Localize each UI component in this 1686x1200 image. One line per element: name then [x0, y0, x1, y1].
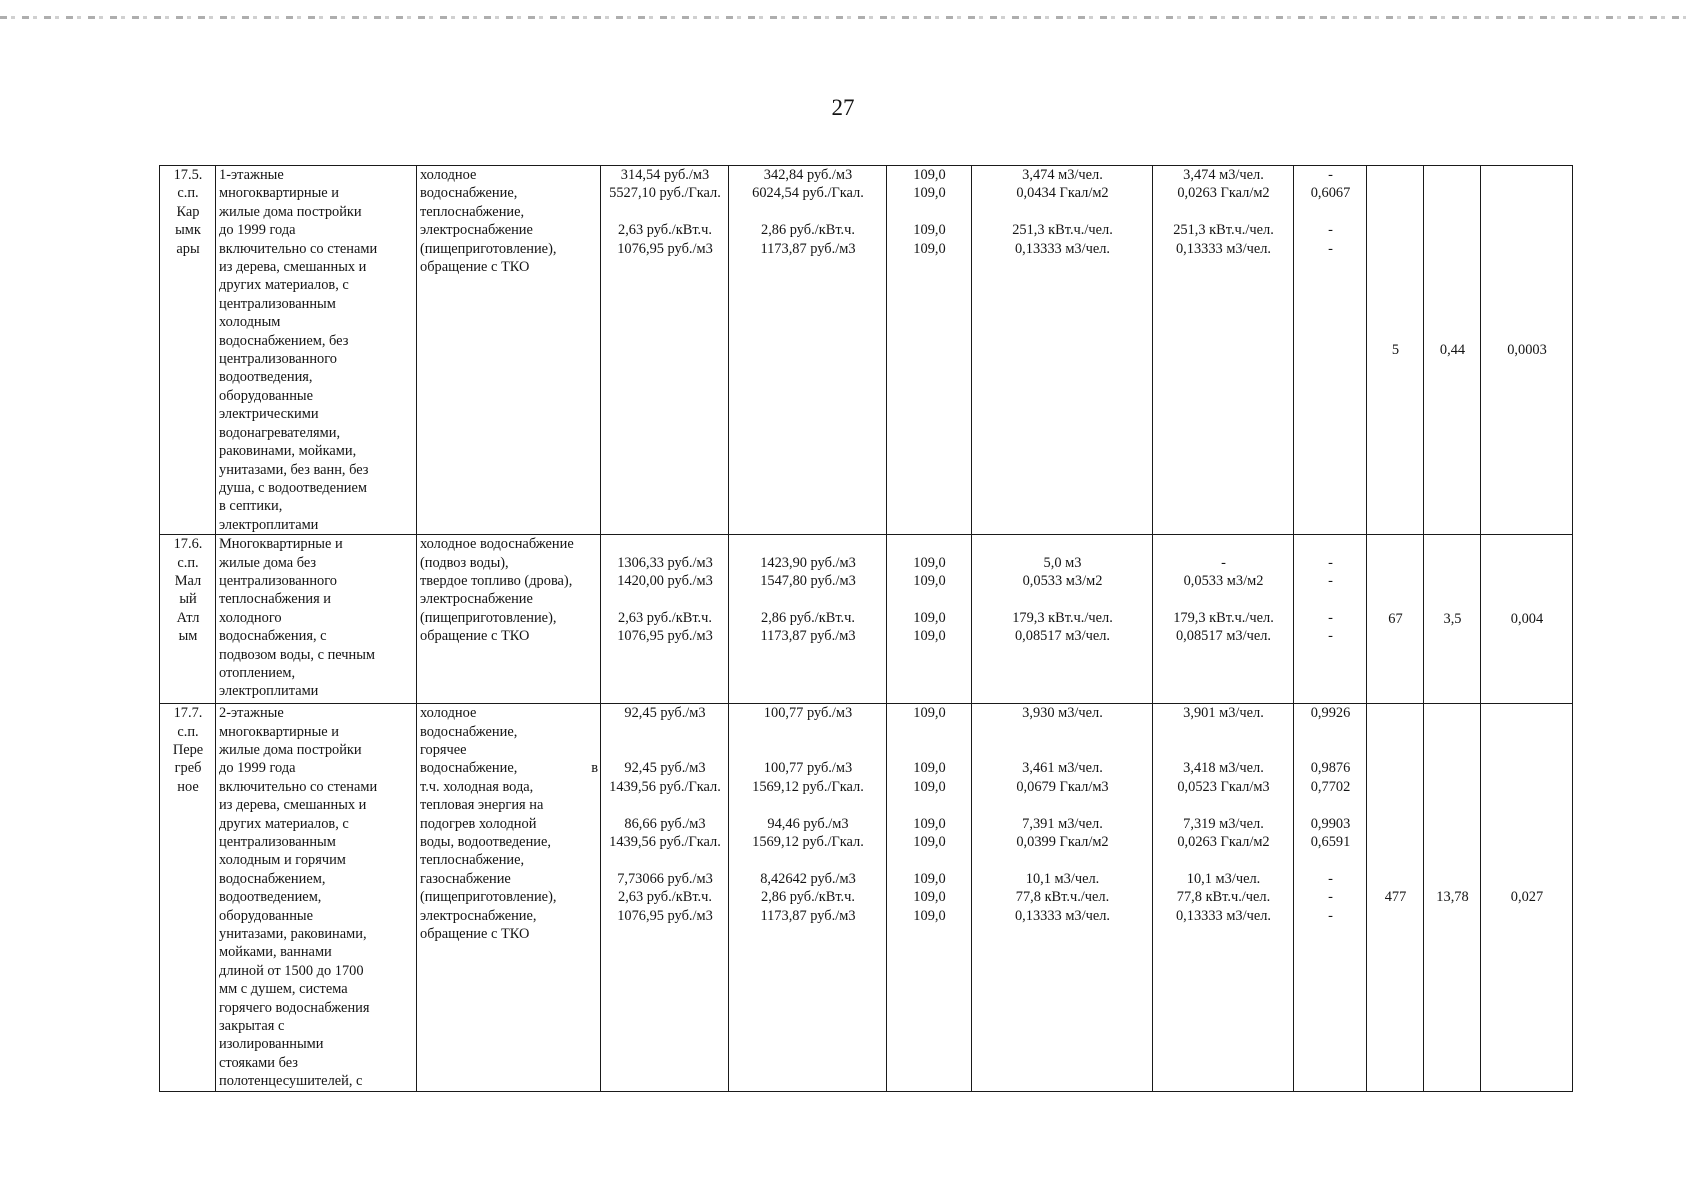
cell-line: других материалов, с — [219, 815, 349, 832]
cell-line: водоотведением, — [219, 889, 322, 906]
table-row — [160, 704, 1573, 1092]
cell-line: 1173,87 руб./м3 — [760, 240, 856, 257]
cell-line: централизованного — [219, 572, 337, 589]
cell-line: холодным и горячим — [219, 852, 346, 869]
cell-line: - — [1328, 907, 1333, 924]
cell-line: централизованным — [219, 833, 336, 850]
cell-line: (пищеприготовление), — [420, 609, 557, 626]
description-cell — [216, 535, 417, 704]
cell-line: из дерева, смешанных и — [219, 259, 367, 276]
cell-line: Кар — [176, 203, 200, 220]
cell-line: 0,9926 — [1310, 705, 1351, 722]
cell-line: 77,8 кВт.ч./чел. — [1176, 889, 1271, 906]
cell-line: 3,461 м3/чел. — [1022, 760, 1103, 777]
cell-line: Атл — [176, 609, 200, 626]
cell-line: других материалов, с — [219, 277, 349, 294]
cell-line: подогрев холодной — [420, 815, 537, 832]
cell-line: 0,13333 м3/чел. — [1175, 907, 1272, 924]
cell-line: 100,77 руб./м3 — [763, 705, 853, 722]
coefficient-cell — [1294, 535, 1367, 704]
cell-line: 7,73066 руб./м3 — [617, 870, 713, 887]
cell-line: водоотведения, — [219, 369, 313, 386]
cell-line: ый — [179, 591, 197, 608]
value-2-cell: 13,78 — [1424, 704, 1481, 1092]
row-number-cell — [160, 535, 216, 704]
cell-line: холодным — [219, 314, 281, 331]
cell-line: 3,901 м3/чел. — [1183, 705, 1264, 722]
cell-line: (пищеприготовление), — [420, 240, 557, 257]
cell-line: 0,08517 м3/чел. — [1175, 628, 1272, 645]
cell-line: в септики, — [219, 498, 283, 515]
table-row — [160, 166, 1573, 535]
cell-line: жилые дома без — [219, 554, 317, 571]
cell-line: 6024,54 руб./Гкал. — [752, 185, 864, 202]
cell-line: 0,7702 — [1310, 778, 1351, 795]
cell-line: - — [1221, 554, 1226, 571]
cell-line: полотенцесушителей, с — [219, 1073, 363, 1090]
cell-line: обращение с ТКО — [420, 259, 530, 276]
cell-line: 109,0 — [913, 222, 946, 239]
cell-line: теплоснабжение, — [420, 203, 525, 220]
cell-line: электроснабжение — [420, 591, 533, 608]
cell-line: оборудованные — [219, 907, 313, 924]
cell-line: 1-этажные — [219, 167, 284, 183]
cell-line: 10,1 м3/чел. — [1186, 870, 1261, 887]
cell-line: - — [1328, 240, 1333, 257]
table-row — [160, 535, 1573, 704]
description-cell — [216, 166, 417, 535]
cell-line: включительно со стенами — [219, 778, 378, 795]
cell-line: 109,0 — [913, 185, 946, 202]
coefficient-cell — [1294, 166, 1367, 535]
cell-line: 17.6. — [173, 536, 203, 553]
cell-line: 0,0399 Гкал/м2 — [1016, 833, 1109, 850]
index-cell — [887, 535, 972, 704]
cell-line: душа, с водоотведением — [219, 479, 367, 496]
cell-line: теплоснабжение, — [420, 852, 525, 869]
page-number: 27 — [831, 95, 855, 120]
cell-line: с.п. — [177, 185, 199, 202]
cell-line: унитазами, без ванн, без — [219, 461, 369, 478]
cell-line: 1076,95 руб./м3 — [617, 628, 713, 645]
cell-line: водоснабжения, с — [219, 628, 327, 645]
cell-line: 1306,33 руб./м3 — [617, 554, 713, 571]
cell-line: 92,45 руб./м3 — [624, 760, 706, 777]
cell-line: 109,0 — [913, 870, 946, 887]
cell-line: стояками без — [219, 1054, 298, 1071]
cell-line: 2,86 руб./кВт.ч. — [761, 222, 855, 239]
cell-line: 1439,56 руб./Гкал. — [609, 778, 721, 795]
cell-line: водоснабжение, — [420, 185, 518, 202]
cell-line: 109,0 — [913, 628, 946, 645]
cell-line: водоснабжение, в — [420, 760, 598, 777]
cell-line: 0,0263 Гкал/м2 — [1177, 185, 1270, 202]
services-cell — [417, 535, 601, 704]
cell-line: 2-этажные — [219, 705, 284, 722]
cell-line: 0,13333 м3/чел. — [1175, 240, 1272, 257]
cell-line: из дерева, смешанных и — [219, 797, 367, 814]
cell-line: многоквартирные и — [219, 723, 339, 740]
cell-line: газоснабжение — [420, 870, 511, 887]
tariff-current-cell — [601, 535, 729, 704]
services-cell — [417, 704, 601, 1092]
cell-line: 109,0 — [913, 609, 946, 626]
value-3-cell: 0,004 — [1481, 535, 1573, 704]
cell-line: - — [1328, 554, 1333, 571]
tariff-new-cell — [729, 704, 887, 1092]
row-number-cell — [160, 704, 216, 1092]
cell-line: обращение с ТКО — [420, 628, 530, 645]
cell-line: 2,63 руб./кВт.ч. — [618, 609, 712, 626]
coefficient-cell — [1294, 704, 1367, 1092]
norm-new-cell — [1153, 704, 1294, 1092]
cell-line: 17.5. — [173, 167, 203, 183]
cell-line: 0,0523 Гкал/м3 — [1177, 778, 1270, 795]
cell-line: многоквартирные и — [219, 185, 339, 202]
cell-line: водоснабжением, — [219, 870, 326, 887]
services-cell — [417, 166, 601, 535]
cell-line: водоснабжение, — [420, 723, 518, 740]
value-3-cell: 0,027 — [1481, 704, 1573, 1092]
tariff-current-cell — [601, 704, 729, 1092]
scan-edge-line — [0, 16, 1686, 19]
cell-line: закрытая с — [219, 1018, 285, 1035]
cell-line: ымк — [175, 222, 201, 239]
cell-line: 10,1 м3/чел. — [1025, 870, 1100, 887]
cell-line: 1076,95 руб./м3 — [617, 240, 713, 257]
cell-line: 179,3 кВт.ч./чел. — [1173, 609, 1274, 626]
index-cell — [887, 166, 972, 535]
cell-line: 251,3 кВт.ч./чел. — [1012, 222, 1113, 239]
cell-line: греб — [174, 760, 202, 777]
cell-line: 0,0533 м3/м2 — [1022, 572, 1103, 589]
cell-line: 109,0 — [913, 907, 946, 924]
cell-line: 1420,00 руб./м3 — [617, 572, 713, 589]
cell-line: твердое топливо (дрова), — [420, 572, 573, 589]
cell-line: 3,930 м3/чел. — [1022, 705, 1103, 722]
cell-line: обращение с ТКО — [420, 926, 530, 942]
cell-line: мойками, ваннами — [219, 944, 332, 961]
value-1-cell: 477 — [1367, 704, 1424, 1092]
cell-line: до 1999 года — [219, 760, 296, 777]
cell-line: 0,9876 — [1310, 760, 1351, 777]
cell-line: 92,45 руб./м3 — [624, 705, 706, 722]
cell-line: 2,63 руб./кВт.ч. — [618, 222, 712, 239]
cell-line: 109,0 — [913, 889, 946, 906]
cell-line: т.ч. холодная вода, — [420, 778, 534, 795]
cell-line: 3,474 м3/чел. — [1183, 167, 1264, 183]
row-number-cell — [160, 166, 216, 535]
cell-line: централизованным — [219, 295, 336, 312]
tariff-table — [159, 165, 1573, 1092]
value-2-cell: 0,44 — [1424, 166, 1481, 535]
cell-line: 109,0 — [913, 572, 946, 589]
cell-line: 7,319 м3/чел. — [1183, 815, 1264, 832]
value-2-cell: 3,5 — [1424, 535, 1481, 704]
cell-line: 1439,56 руб./Гкал. — [609, 833, 721, 850]
cell-line: - — [1328, 572, 1333, 589]
value-1-cell: 67 — [1367, 535, 1424, 704]
cell-line: холодное водоснабжение — [420, 536, 574, 553]
cell-line: 77,8 кВт.ч./чел. — [1015, 889, 1110, 906]
cell-line: теплоснабжения и — [219, 591, 332, 608]
cell-line: 0,0434 Гкал/м2 — [1016, 185, 1109, 202]
cell-line: 109,0 — [913, 778, 946, 795]
cell-line: 109,0 — [913, 760, 946, 777]
cell-line: 0,6067 — [1310, 185, 1351, 202]
cell-line: 1547,80 руб./м3 — [760, 572, 856, 589]
cell-line: 0,13333 м3/чел. — [1014, 907, 1111, 924]
cell-line: Мал — [174, 572, 202, 589]
tariff-new-cell — [729, 166, 887, 535]
value-1-cell: 5 — [1367, 166, 1424, 535]
cell-line: электроплитами — [219, 516, 319, 533]
cell-line: 3,474 м3/чел. — [1022, 167, 1103, 183]
cell-line: воды, водоотведение, — [420, 833, 551, 850]
index-cell — [887, 704, 972, 1092]
cell-line: 2,86 руб./кВт.ч. — [761, 889, 855, 906]
cell-line: 109,0 — [913, 167, 946, 183]
cell-line: 7,391 м3/чел. — [1022, 815, 1103, 832]
cell-line: до 1999 года — [219, 222, 296, 239]
cell-line: 0,0533 м3/м2 — [1183, 572, 1264, 589]
cell-line: 251,3 кВт.ч./чел. — [1173, 222, 1274, 239]
cell-line: - — [1328, 870, 1333, 887]
description-cell — [216, 704, 417, 1092]
cell-line: 94,46 руб./м3 — [767, 815, 849, 832]
cell-line: 179,3 кВт.ч./чел. — [1012, 609, 1113, 626]
cell-line: раковинами, мойками, — [219, 443, 357, 460]
cell-line: 1423,90 руб./м3 — [760, 554, 856, 571]
cell-line: жилые дома постройки — [219, 741, 362, 758]
cell-line: подвозом воды, с печным — [219, 646, 376, 663]
norm-new-cell — [1153, 166, 1294, 535]
cell-line: отоплением, — [219, 664, 296, 681]
cell-line: 109,0 — [913, 554, 946, 571]
cell-line: 5527,10 руб./Гкал. — [609, 185, 721, 202]
tariff-current-cell — [601, 166, 729, 535]
cell-line: изолированными — [219, 1036, 324, 1053]
cell-line: - — [1328, 167, 1333, 183]
cell-line: 0,13333 м3/чел. — [1014, 240, 1111, 257]
cell-line: - — [1328, 222, 1333, 239]
cell-line: электрическими — [219, 406, 319, 423]
cell-line: 1076,95 руб./м3 — [617, 907, 713, 924]
cell-line: 1173,87 руб./м3 — [760, 628, 856, 645]
cell-line: (подвоз воды), — [420, 554, 509, 571]
cell-line: длиной от 1500 до 1700 — [219, 962, 364, 979]
norm-current-cell — [972, 166, 1153, 535]
cell-line: - — [1328, 889, 1333, 906]
cell-line: 0,6591 — [1310, 833, 1351, 850]
cell-line: 109,0 — [913, 705, 946, 722]
cell-line: горячего водоснабжения — [219, 999, 370, 1016]
norm-current-cell — [972, 535, 1153, 704]
cell-line: - — [1328, 609, 1333, 626]
norm-current-cell — [972, 704, 1153, 1092]
cell-line: Пере — [172, 741, 204, 758]
cell-line: 342,84 руб./м3 — [763, 167, 853, 183]
cell-line: (пищеприготовление), — [420, 889, 557, 906]
cell-line: водоснабжением, без — [219, 332, 349, 349]
norm-new-cell — [1153, 535, 1294, 704]
cell-line: 8,42642 руб./м3 — [760, 870, 856, 887]
cell-line: водонагревателями, — [219, 424, 341, 441]
cell-line: 0,08517 м3/чел. — [1014, 628, 1111, 645]
cell-line: ное — [177, 778, 199, 795]
cell-line: 2,63 руб./кВт.ч. — [618, 889, 712, 906]
cell-line: включительно со стенами — [219, 240, 378, 257]
cell-line: электроснабжение — [420, 222, 533, 239]
cell-line: с.п. — [177, 554, 199, 571]
cell-line: жилые дома постройки — [219, 203, 362, 220]
cell-line: 1173,87 руб./м3 — [760, 907, 856, 924]
cell-line: 314,54 руб./м3 — [620, 167, 710, 183]
cell-line: - — [1328, 628, 1333, 645]
cell-line: 109,0 — [913, 815, 946, 832]
cell-line: централизованного — [219, 351, 337, 368]
cell-line: 1569,12 руб./Гкал. — [752, 778, 864, 795]
cell-line: 1569,12 руб./Гкал. — [752, 833, 864, 850]
cell-line: Многоквартирные и — [219, 536, 343, 553]
cell-line: горячее — [420, 741, 467, 758]
cell-line: унитазами, раковинами, — [219, 926, 367, 942]
value-3-cell: 0,0003 — [1481, 166, 1573, 535]
cell-line: 0,0679 Гкал/м3 — [1016, 778, 1109, 795]
cell-line: 5,0 м3 — [1043, 554, 1082, 571]
cell-line: ары — [176, 240, 200, 257]
cell-line: электроснабжение, — [420, 907, 537, 924]
cell-line: электроплитами — [219, 683, 319, 700]
cell-line: 3,418 м3/чел. — [1183, 760, 1264, 777]
tariff-new-cell — [729, 535, 887, 704]
cell-line: 100,77 руб./м3 — [763, 760, 853, 777]
cell-line: 0,0263 Гкал/м2 — [1177, 833, 1270, 850]
cell-line: холодное — [420, 705, 477, 722]
cell-line: ым — [178, 628, 198, 645]
cell-line: мм с душем, система — [219, 981, 348, 998]
cell-line: с.п. — [177, 723, 199, 740]
cell-line: оборудованные — [219, 387, 313, 404]
cell-line: 0,9903 — [1310, 815, 1351, 832]
cell-line: тепловая энергия на — [420, 797, 544, 814]
cell-line: холодное — [420, 167, 477, 183]
cell-line: 2,86 руб./кВт.ч. — [761, 609, 855, 626]
cell-line: холодного — [219, 609, 282, 626]
cell-line: 109,0 — [913, 240, 946, 257]
cell-line: 17.7. — [173, 705, 203, 722]
cell-line: 86,66 руб./м3 — [624, 815, 706, 832]
cell-line: 109,0 — [913, 833, 946, 850]
